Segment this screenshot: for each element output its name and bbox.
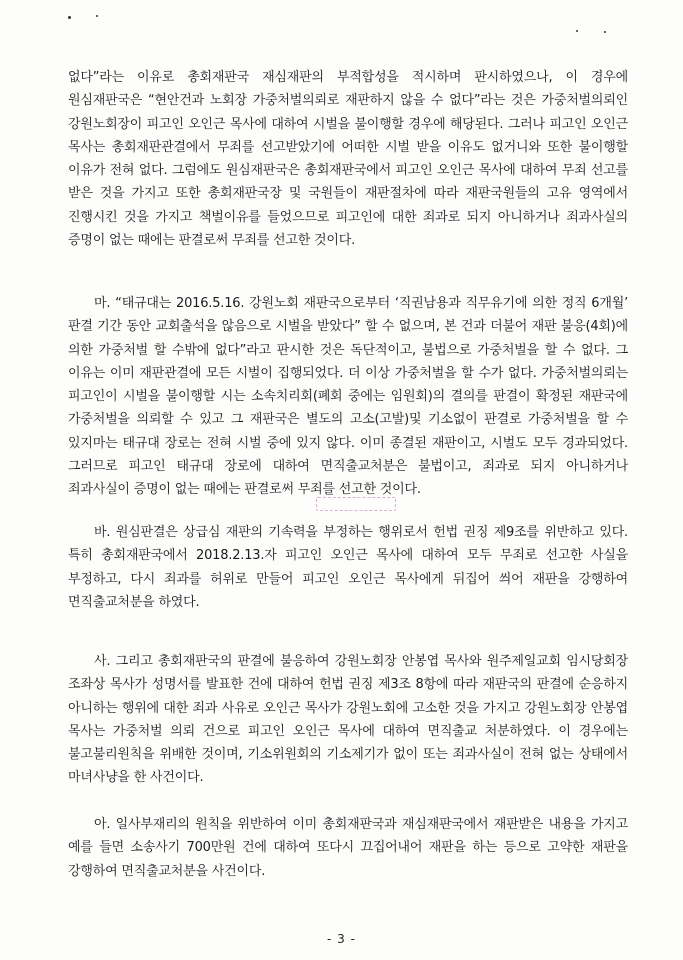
page-number: - 3 - [327, 932, 356, 946]
scan-mark-dot [96, 15, 98, 17]
paragraph-item-sa: 사. 그리고 총회재판국의 판결에 불응하여 강원노회장 안봉엽 목사와 원주제일교회 임시당회장 조좌상 목사가 성명서를 발표한 건에 대하여 헌법 권징 제3조 8항에 따라 재판국의 판결에 순응하지 아니하는 행위에 대한 죄과 사유로 오인근 목사가 강원노회에 고소한 것을 가지고 강원노회장 안봉엽 목사는 가중처벌 의뢰 건으로 피고인 오인근 목사에 대하여 면직출교 처분하였다. 이 경우에는 불고불리원칙을 위배한 것이며, 기소위원회의 기소제기가 없이 또는 죄과사실이 전혀 없는 상태에서 마녀사냥을 한 사건이다. [68, 654, 628, 786]
scan-mark-dot [604, 31, 606, 33]
seal-stamp [316, 497, 396, 511]
paragraph-item-a: 아. 일사부재리의 원칙을 위반하여 이미 총회재판국과 재심재판국에서 재판받은 내용을 가지고 예를 들면 소송사기 700만원 건에 대하여 또다시 끄집어내어 재판을 하는 등으로 고약한 재판을 강행하여 면직출교처분을 사건이다. [68, 817, 628, 879]
paragraph-item-ma: 마. “태규대는 2016.5.16. 강원노회 재판국으로부터 ‘직권남용과 직무유기에 의한 정직 6개월’ 판결 기간 동안 교회출석을 않음으로 시벌을 받았다” 할 수 없으며, 본 건과 더불어 재판 불응(4회)에 의한 가중처벌 할 수밖에 없다”라고 판시한 것은 독단적이고, 불법으로 가중처벌을 할 수 없다. 그 이유는 이미 재판관결에 모든 시벌이 집행되었다. 더 이상 가중처벌을 할 수가 없다. 가중처벌의뢰는 피고인이 시벌을 불이행할 시는 소속치리회(폐회 중에는 임원회)의 결의를 판결이 확정된 재판국에 가중처벌을 의뢰할 수 있고 그 재판국은 별도의 고소(고발)및 기소없이 판결로 가중처벌을 할 수 있지마는 태규대 장로는 전혀 시벌 중에 있지 않다. 이미 종결된 재판이고, 시벌도 모두 경과되었다. 그러므로 피고인 태규대 장로에 대하여 면직출교처분은 불법이고, 죄과로 되지 아니하거나 죄과사실이 증명이 없는 때에는 판결로써 무죄를 선고한 것이다. [68, 296, 628, 498]
scan-mark-dot [576, 30, 578, 32]
paragraph-item-ba: 바. 원심판결은 상급심 재판의 기속력을 부정하는 행위로서 헌법 권징 제9조를 위반하고 있다. 특히 총회재판국에서 2018.2.13.자 피고인 오인근 목사에 대하여 모두 무죄로 선고한 사실을 부정하고, 다시 죄과를 허위로 만들어 피고인 오인근 목사에게 뒤집어 씌어 재판을 강행하여 면직출교처분을 하였다. [68, 525, 628, 610]
paragraph-continuation: 없다”라는 이유로 총회재판국 재심재판의 부적합성을 적시하며 판시하였으나, 이 경우에 원심재판국은 “현안건과 노회장 가중처벌의뢰로 재판하지 않을 수 없다”라는 것은 가중처벌의뢰인 강원노회장이 피고인 오인근 목사에 대하여 시벌을 불이행할 경우에 해당된다. 그러나 피고인 오인근 목사는 총회재판관결에서 무죄를 선고받았기에 어떠한 시벌 받을 이유도 없거니와 또한 불이행할 이유가 전혀 없다. 그럼에도 원심재판국은 총회재판국에서 피고인 오인근 목사에 대하여 무죄 선고를 받은 것을 가지고 또한 총회재판국장 및 국원들이 재판절차에 따라 재판국원들의 고유 영역에서 진행시킨 것을 가지고 책벌이유를 들었으므로 피고인에 대한 죄과로 되지 아니하거나 죄과사실의 증명이 없는 때에는 판결로써 무죄를 선고한 것이다. [68, 70, 628, 249]
scan-mark-dot [68, 16, 71, 19]
